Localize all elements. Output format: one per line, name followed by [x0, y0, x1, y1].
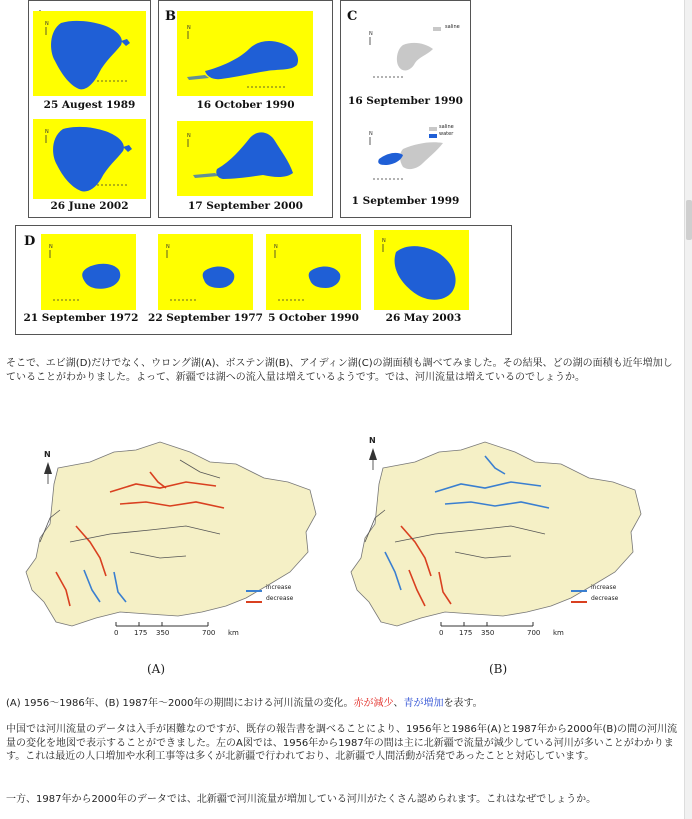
scale-label: 700 — [527, 629, 541, 637]
caption-red-text: 赤が減少 — [353, 698, 394, 709]
scale-label: 175 — [459, 629, 473, 637]
svg-text:N: N — [45, 21, 49, 27]
lake-area-figure — [0, 0, 520, 345]
legend-water-label: water — [439, 131, 454, 137]
date-label: 26 May 2003 — [385, 312, 462, 324]
panel-b-letter: B — [165, 9, 176, 24]
svg-text:N: N — [49, 244, 53, 250]
svg-text:N: N — [187, 25, 191, 31]
panel-a — [28, 0, 151, 218]
date-label: 21 September 1972 — [23, 312, 139, 324]
lake-map-c-1999 — [363, 121, 463, 191]
map-a-caption: (A) — [147, 662, 166, 676]
legend-saline-label: saline — [439, 124, 454, 130]
legend-increase-label: increase — [591, 584, 617, 591]
date-label: 22 September 1977 — [148, 312, 263, 324]
legend-decrease-label: decrease — [591, 595, 619, 602]
lake-map-a-2002 — [33, 119, 146, 199]
date-label: 16 September 1990 — [348, 95, 463, 107]
scrollbar-thumb[interactable] — [686, 200, 692, 240]
scale-label: 0 — [114, 629, 119, 637]
paragraph-question: 一方、1987年から2000年のデータでは、北新疆で河川流量が増加している河川がたくさん認められます。これはなぜでしょうか。 — [6, 794, 597, 805]
scale-label: 350 — [156, 629, 170, 637]
legend-saline-label: saline — [445, 24, 460, 30]
lake-map-d-1990 — [266, 234, 361, 310]
panel-d — [15, 225, 512, 335]
date-label: 5 October 1990 — [268, 312, 359, 324]
caption-separator: 、 — [393, 698, 404, 709]
panel-c — [340, 0, 471, 218]
lake-map-a-1989 — [33, 11, 146, 96]
paragraph-lake-summary: そこで、エビ湖(D)だけでなく、ウロング湖(A)、ボステン湖(B)、アイディン湖(C)の湖面積も調べてみました。その結果、どの湖の面積も近年増加していることがわかりました。よって、新疆では湖への流入量は増えているようです。では、河川流量は増えているのでしょうか。 — [6, 358, 673, 383]
legend-decrease-label: decrease — [266, 595, 294, 602]
map-b-caption: (B) — [489, 662, 508, 676]
scale-label: km — [553, 629, 564, 637]
river-flow-figure — [0, 412, 692, 697]
date-label: 17 September 2000 — [188, 200, 303, 212]
scale-label: 0 — [439, 629, 444, 637]
date-label: 16 October 1990 — [196, 99, 295, 111]
svg-text:N: N — [369, 31, 373, 37]
lake-map-d-2003 — [374, 230, 469, 310]
date-label: 26 June 2002 — [50, 200, 129, 212]
panel-d-letter: D — [24, 234, 36, 249]
lake-map-b-2000 — [177, 121, 313, 196]
north-arrow-label: N — [369, 436, 376, 445]
panel-c-letter: C — [347, 9, 358, 24]
svg-text:N: N — [166, 244, 170, 250]
caption-text: (A) 1956～1986年、(B) 1987年～2000年の期間における河川流量の変化。 — [6, 698, 354, 709]
scale-label: 175 — [134, 629, 148, 637]
figure-caption — [6, 697, 682, 711]
panel-b — [158, 0, 333, 218]
legend-increase-label: increase — [266, 584, 292, 591]
svg-text:N: N — [369, 131, 373, 137]
svg-text:N: N — [274, 244, 278, 250]
scale-label: 350 — [481, 629, 495, 637]
svg-text:N: N — [187, 133, 191, 139]
north-arrow-label: N — [44, 450, 51, 459]
paragraph-river-analysis: 中国では河川流量のデータは入手が困難なのですが、既存の報告書を調べることにより、1956年と1986年(A)と1987年から2000年(B)の間の河川流量の変化を地図で表示することができました。左のA図では、1956年から1987年の間は主に北新疆で流量が減少している河川が多いことがわかります。これは最近の人口増加や水利工事等は多くが北新疆で行われており、北新疆で人間活動が活発であったことと対応しています。 — [6, 724, 678, 762]
river-map-a — [10, 422, 330, 652]
lake-map-b-1990 — [177, 11, 313, 96]
lake-map-d-1977 — [158, 234, 253, 310]
svg-text:N: N — [382, 238, 386, 244]
scale-label: 700 — [202, 629, 216, 637]
date-label: 25 Augest 1989 — [43, 99, 136, 111]
lake-map-d-1972 — [41, 234, 136, 310]
svg-text:N: N — [45, 129, 49, 135]
lake-map-c-1990 — [363, 21, 463, 91]
date-label: 1 September 1999 — [351, 195, 460, 207]
scale-label: km — [228, 629, 239, 637]
caption-blue-text: 青が増加 — [403, 698, 444, 709]
caption-text-end: を表す。 — [443, 698, 483, 709]
river-map-b — [335, 422, 655, 652]
